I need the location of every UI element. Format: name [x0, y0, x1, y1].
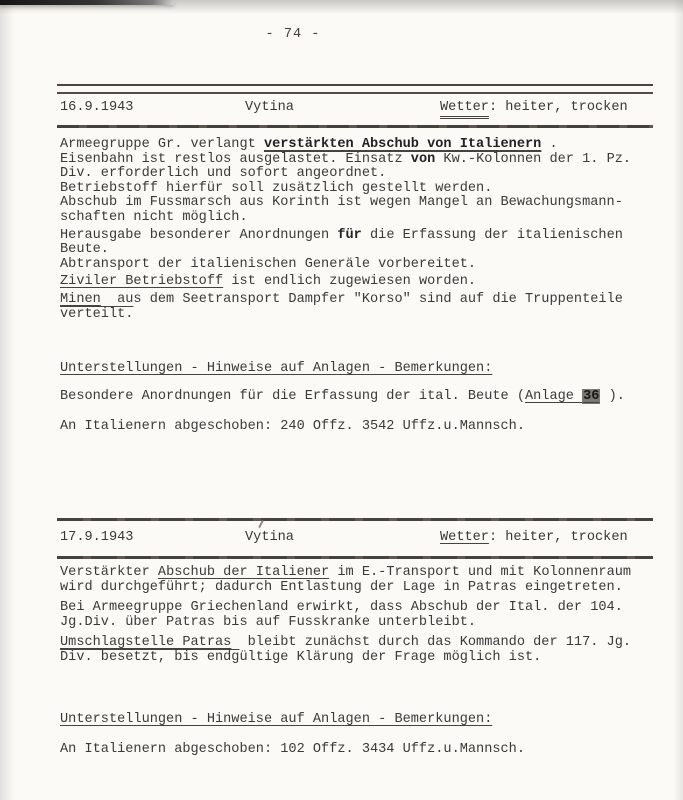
- text-line: [60, 308, 660, 323]
- text-run: bleibt zunächst durch das Kommando der 117. Jg.: [231, 635, 632, 650]
- text-run: Minen: [60, 291, 101, 307]
- text-line: [60, 258, 660, 273]
- text-line: [60, 615, 660, 630]
- entry-2-header: [0, 530, 683, 548]
- text-run: An Italienern abgeschoben: 102 Offz. 3434 Uffz.u.Mannsch.: [60, 742, 525, 757]
- text-run: ).: [600, 389, 625, 404]
- paragraph: [60, 565, 660, 595]
- text-line: [60, 167, 660, 182]
- text-run: ültige Klärung der Frage möglich ist.: [239, 650, 542, 665]
- scan-speck-artifact: [258, 520, 263, 528]
- text-run: Div. besetzt, bis endg: [60, 650, 240, 665]
- text-run: Ziviler Betriebstoff: [60, 274, 224, 290]
- entry-2-section-heading: [60, 712, 492, 727]
- text-run: Abschub im Fussmarsch aus Korinth ist wegen Mangel an Bewachungsmann-: [60, 195, 623, 211]
- weather-label: Wetter: [440, 530, 489, 545]
- separator-rule: [57, 125, 653, 128]
- paragraph: [60, 138, 660, 226]
- text-run: verstärkten Abschub von Italienern: [263, 137, 542, 152]
- text-run: Unterstellungen - Hinweise auf Anlagen - Bemerkungen:: [60, 361, 493, 376]
- text-run: An Italienern abgeschoben: 240 Offz. 3542 Uffz.u.Mannsch.: [60, 419, 525, 434]
- text-line: [60, 580, 660, 595]
- text-line: [60, 565, 660, 580]
- weather-value: : heiter, trocken: [488, 100, 628, 115]
- text-run: Eisenbahn ist restlos ausgelastet. Einsatz: [60, 151, 411, 167]
- text-line: [60, 153, 660, 168]
- text-run: Abtransport der italienischen Generäle vorbereitet.: [60, 256, 477, 272]
- text-line: [60, 275, 660, 290]
- text-line: [60, 229, 660, 244]
- scan-edge-artifact: [0, 0, 174, 5]
- text-line: [60, 635, 660, 650]
- entry-2-body: [60, 565, 660, 665]
- weather-value: : heiter, trocken: [488, 530, 628, 545]
- text-run: Kw.-: [435, 151, 477, 167]
- text-run: .: [541, 137, 558, 152]
- entry-1-section-line: [60, 419, 525, 434]
- text-run: Unterstellungen - Hinweise auf Anlagen - Bemerkungen:: [60, 712, 493, 727]
- text-run: ist endlich zugewiesen worden.: [223, 274, 477, 290]
- entry-1-body: [60, 138, 660, 322]
- text-run: der 1. Pz.: [541, 151, 632, 167]
- weather-label: Wetter: [440, 100, 489, 119]
- paragraph: [60, 229, 660, 273]
- separator-rule: [57, 518, 653, 521]
- entry-date: 16.9.1943: [60, 100, 134, 115]
- text-run: die Erfassung der italienischen: [361, 227, 623, 243]
- text-run: Beute.: [60, 242, 109, 258]
- entry-1-header: [0, 100, 683, 118]
- text-run: für: [337, 227, 362, 243]
- text-line: [60, 196, 660, 211]
- entry-weather: [440, 530, 628, 545]
- text-run: schaften nicht möglich.: [60, 209, 248, 225]
- text-run: Herausgabe besonderer Anordnungen: [60, 227, 338, 243]
- entry-2-section-line: [60, 742, 525, 757]
- text-run: Div. erforderlich und sofort angeordnet.: [60, 166, 387, 182]
- paragraph: [60, 635, 660, 665]
- text-run: Betriebstoff hierfür soll zusätzlich gestellt werden.: [60, 180, 493, 196]
- entry-date: 17.9.1943: [60, 530, 134, 545]
- text-run: 36: [583, 389, 600, 404]
- text-run: im E.-Transport und mit Kolonnenraum: [329, 565, 632, 580]
- entry-location: Vytina: [245, 530, 294, 545]
- text-line: [60, 293, 660, 308]
- entry-weather: [440, 100, 628, 115]
- entry-1-section-heading: [60, 361, 492, 376]
- entry-1-section-line: [60, 389, 625, 404]
- text-run: von: [410, 151, 436, 167]
- separator-rule: [57, 84, 653, 94]
- text-line: [60, 211, 660, 226]
- separator-rule: [57, 556, 653, 559]
- text-run: Besondere Anordnungen für die Erfassung der ital. Beute (: [60, 389, 525, 404]
- text-run: Umschlagstelle Patras: [60, 635, 232, 650]
- text-run: Kolonnen: [476, 151, 542, 167]
- text-line: [60, 650, 660, 665]
- text-line: [60, 182, 660, 197]
- text-run: verteilt.: [60, 306, 134, 322]
- text-run: Jg.Div. über Patras bis auf Fusskranke unterbleibt.: [60, 615, 477, 630]
- text-line: [60, 600, 660, 615]
- text-run: wird durchgeführt; dadurch Entlastung der Lage in Patras eingetreten.: [60, 580, 623, 595]
- text-run: Anlage: [524, 389, 583, 404]
- text-line: [60, 138, 660, 153]
- text-run: Bei Armeegruppe Griechenland erwirkt, dass Abschub der Ital. der 104.: [60, 600, 623, 615]
- text-run: Armeegruppe Gr. verlangt: [60, 137, 264, 152]
- paragraph: [60, 600, 660, 630]
- page-number: - 74 -: [265, 27, 321, 42]
- text-run: aus dem Seetransport Dampfer "Korso" sind auf die Truppenteile: [100, 291, 623, 307]
- text-line: [60, 243, 660, 258]
- text-run: Abschub der Italiener: [157, 565, 330, 580]
- text-run: Verstärkter: [60, 565, 158, 580]
- paragraph: [60, 293, 660, 322]
- entry-location: Vytina: [245, 100, 294, 115]
- paragraph: [60, 275, 660, 290]
